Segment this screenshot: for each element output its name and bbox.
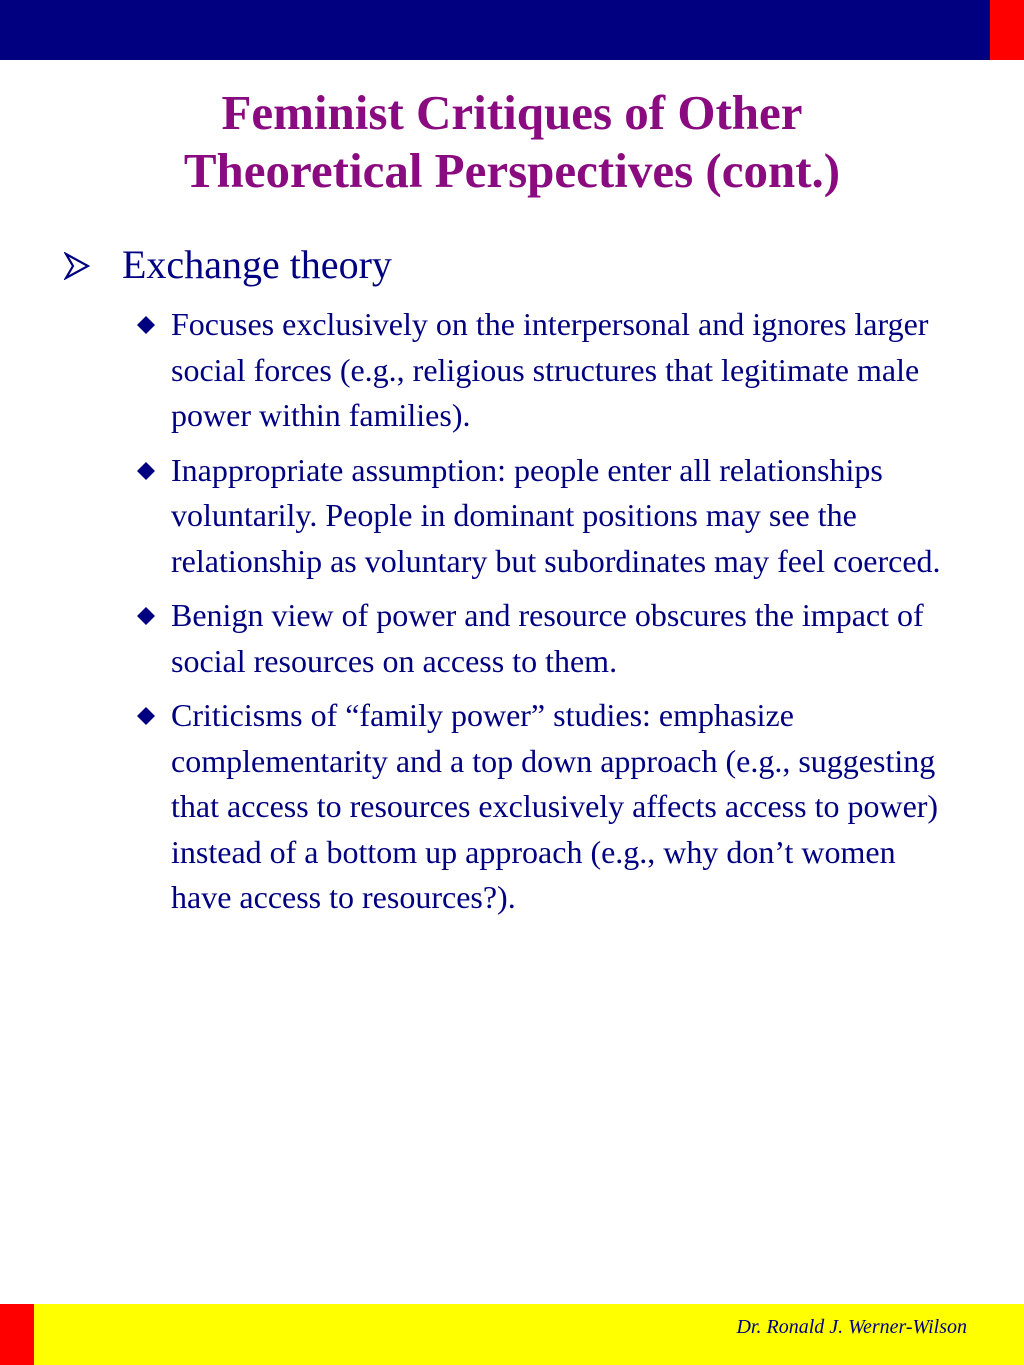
level1-bullet-text: Exchange theory (122, 242, 392, 287)
sub-bullet-item (134, 593, 954, 684)
sub-bullet-item (134, 693, 954, 921)
sub-bullet-item (134, 302, 954, 439)
slide-title (0, 84, 1024, 200)
diamond-bullet-icon (137, 462, 155, 480)
diamond-bullet-icon (137, 607, 155, 625)
arrowhead-bullet-icon (64, 252, 90, 280)
title-line-1: Feminist Critiques of Other (221, 85, 803, 140)
sub-bullet-text: Inappropriate assumption: people enter all relationships voluntarily. People in dominant positions may see the relationship as voluntary but subordinates may feel coerced. (171, 451, 941, 579)
footer-credit: Dr. Ronald J. Werner-Wilson (736, 1316, 967, 1338)
sub-bullet-text: Benign view of power and resource obscures the impact of social resources on access to them. (171, 597, 924, 679)
sub-bullet-item (134, 448, 954, 585)
top-header-bar (0, 0, 990, 60)
title-line-2: Theoretical Perspectives (cont.) (183, 142, 841, 198)
diamond-bullet-icon (137, 707, 155, 725)
top-red-accent (990, 0, 1024, 60)
sub-bullet-list (134, 302, 954, 930)
level1-bullet (64, 238, 392, 292)
sub-bullet-text: Focuses exclusively on the interpersonal and ignores larger social forces (e.g., religious structures that legitimate male power within families). (171, 306, 929, 433)
diamond-bullet-icon (137, 316, 155, 334)
bottom-red-accent (0, 1304, 34, 1365)
sub-bullet-text: Criticisms of “family power” studies: emphasize complementarity and a top down approach (e.g., suggesting that access to resources exclusively affects access to power) instead of a bottom up approach (e.g., why don’t women have access to resources?). (171, 697, 939, 915)
